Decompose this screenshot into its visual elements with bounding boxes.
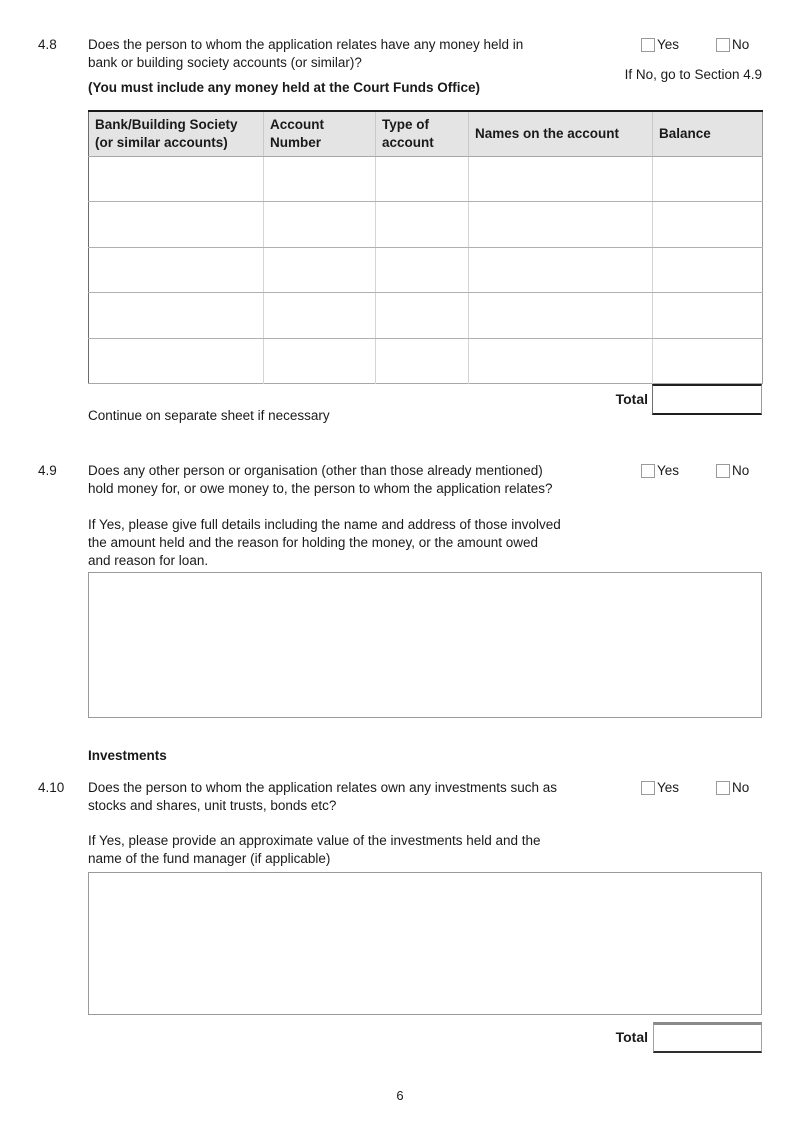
q410-details-field[interactable]	[88, 872, 762, 1015]
bank-table-column-header: Type of account	[376, 111, 469, 157]
bank-table-cell[interactable]	[376, 293, 469, 338]
q410-no-label: No	[732, 780, 750, 795]
bank-table-cell[interactable]	[264, 293, 376, 338]
q410-instruction-line1: If Yes, please provide an approximate value of the investments held and the	[88, 833, 541, 848]
q48-note: (You must include any money held at the Court Funds Office)	[88, 80, 481, 95]
bank-table-cell[interactable]	[89, 338, 264, 383]
bank-table-row	[89, 293, 763, 338]
bank-table-header-row	[89, 111, 763, 157]
bank-table-row	[89, 338, 763, 383]
bank-table-cell[interactable]	[653, 338, 763, 383]
bank-table-column-header: Bank/Building Society (or similar accounts)	[89, 111, 264, 157]
q410-question-line1: Does the person to whom the application relates own any investments such as	[88, 780, 558, 795]
bank-table-row	[89, 247, 763, 292]
q410-instruction-line2: name of the fund manager (if applicable)	[88, 851, 331, 866]
q410-total-label: Total	[615, 1029, 648, 1045]
q48-if-no-note: If No, go to Section 4.9	[624, 67, 762, 82]
q48-yes-checkbox[interactable]	[641, 38, 655, 52]
bank-table-cell[interactable]	[653, 247, 763, 292]
bank-table-cell[interactable]	[469, 202, 653, 247]
q49-yes-label: Yes	[657, 463, 680, 478]
bank-table-cell[interactable]	[89, 293, 264, 338]
bank-table-total-label: Total	[615, 391, 648, 407]
bank-table-cell[interactable]	[469, 293, 653, 338]
q410-yes-checkbox[interactable]	[641, 781, 655, 795]
bank-table-cell[interactable]	[376, 202, 469, 247]
bank-table-cell[interactable]	[653, 293, 763, 338]
q49-details-field[interactable]	[88, 572, 762, 718]
bank-table-column-header: Account Number	[264, 111, 376, 157]
bank-table-cell[interactable]	[89, 202, 264, 247]
q48-no-checkbox[interactable]	[716, 38, 730, 52]
bank-table-total-field[interactable]	[652, 384, 762, 415]
bank-table-cell[interactable]	[376, 157, 469, 202]
q49-instruction-line3: and reason for loan.	[88, 553, 209, 568]
q410-question-line2: stocks and shares, unit trusts, bonds etc?	[88, 798, 337, 813]
q410-yes-no-group	[641, 780, 771, 796]
continue-note: Continue on separate sheet if necessary	[88, 408, 330, 423]
q49-no-label: No	[732, 463, 750, 478]
q410-no-checkbox[interactable]	[716, 781, 730, 795]
bank-table-cell[interactable]	[376, 247, 469, 292]
q49-question-line1: Does any other person or organisation (other than those already mentioned)	[88, 463, 543, 478]
page-number: 6	[396, 1088, 404, 1103]
bank-table-cell[interactable]	[264, 247, 376, 292]
q48-question-line1: Does the person to whom the application relates have any money held in	[88, 37, 524, 52]
bank-table-cell[interactable]	[469, 157, 653, 202]
q48-no-label: No	[732, 37, 750, 52]
bank-table-row	[89, 157, 763, 202]
q48-question-line2: bank or building society accounts (or similar)?	[88, 55, 362, 70]
bank-accounts-table	[88, 110, 763, 384]
bank-table-cell[interactable]	[264, 157, 376, 202]
investments-heading: Investments	[88, 748, 167, 763]
bank-table-column-header: Names on the account	[469, 111, 653, 157]
bank-table-cell[interactable]	[264, 202, 376, 247]
bank-table-cell[interactable]	[469, 338, 653, 383]
q410-total-field[interactable]	[653, 1022, 762, 1053]
bank-table-cell[interactable]	[264, 338, 376, 383]
q49-question-line2: hold money for, or owe money to, the person to whom the application relates?	[88, 481, 553, 496]
q49-instruction-line1: If Yes, please give full details including the name and address of those involved	[88, 517, 561, 532]
q48-yes-no-group	[641, 37, 771, 53]
bank-table-cell[interactable]	[653, 202, 763, 247]
bank-table-cell[interactable]	[89, 247, 264, 292]
q49-yes-checkbox[interactable]	[641, 464, 655, 478]
bank-table-body	[89, 157, 763, 384]
q48-yes-label: Yes	[657, 37, 680, 52]
q410-yes-label: Yes	[657, 780, 680, 795]
q410-number: 4.10	[38, 780, 65, 795]
q49-yes-no-group	[641, 463, 771, 479]
q49-number: 4.9	[38, 463, 57, 478]
q49-instruction-line2: the amount held and the reason for holding the money, or the amount owed	[88, 535, 539, 550]
bank-table-row	[89, 202, 763, 247]
bank-table-cell[interactable]	[469, 247, 653, 292]
q49-no-checkbox[interactable]	[716, 464, 730, 478]
bank-table-cell[interactable]	[376, 338, 469, 383]
q48-number: 4.8	[38, 37, 57, 52]
bank-table-cell[interactable]	[653, 157, 763, 202]
bank-table-cell[interactable]	[89, 157, 264, 202]
bank-table-column-header: Balance	[653, 111, 763, 157]
